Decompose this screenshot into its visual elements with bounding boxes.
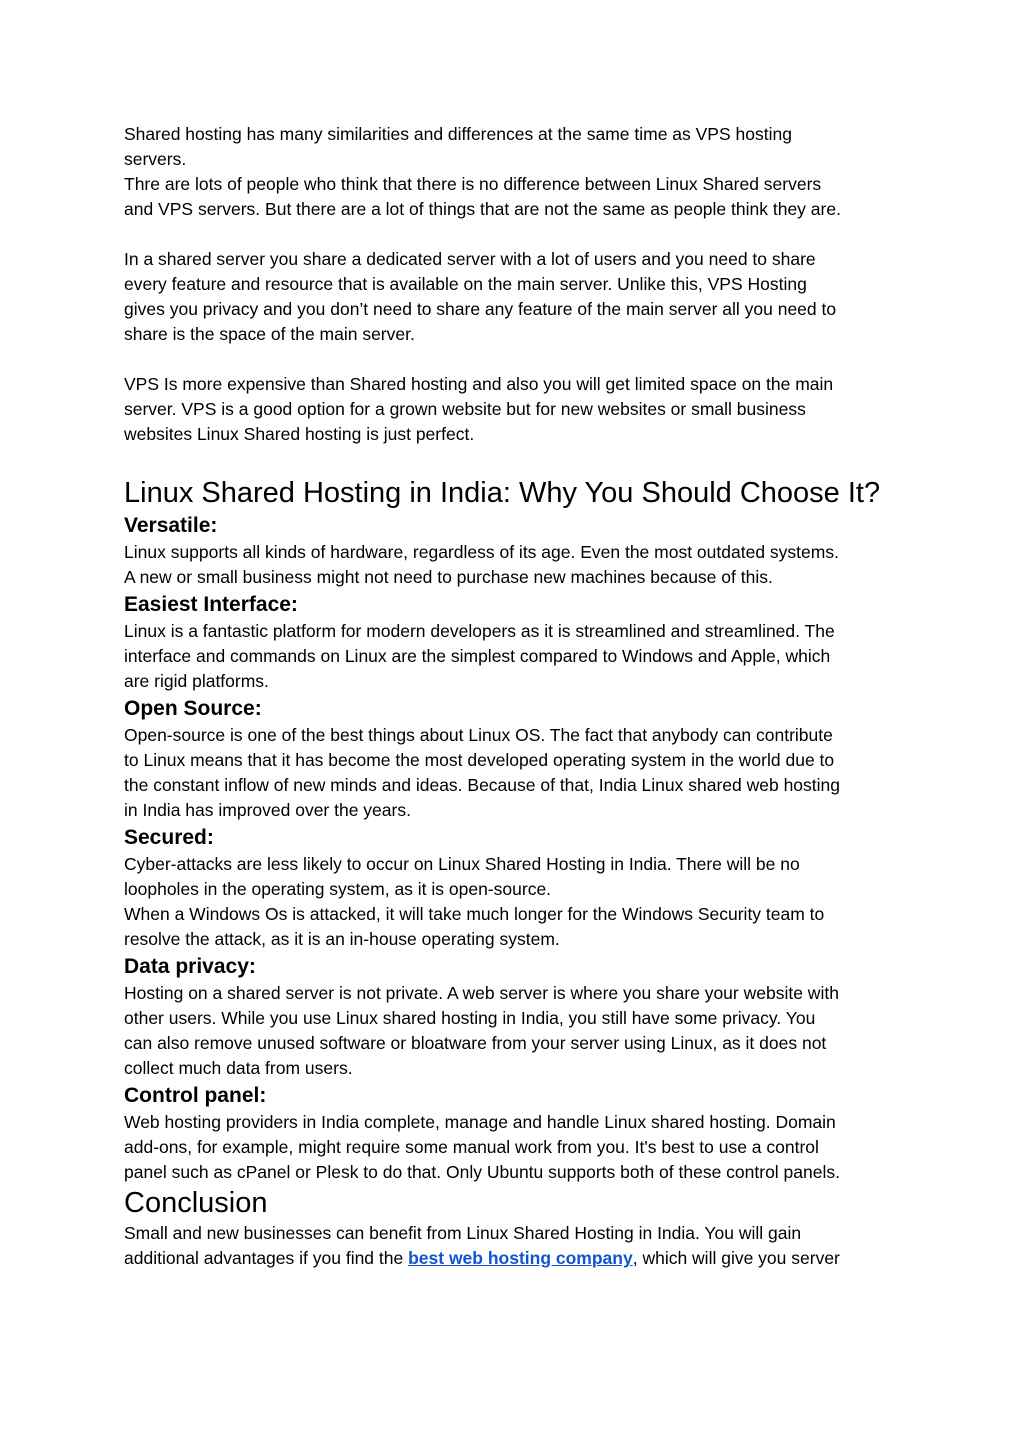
section-body-versatile (124, 540, 914, 590)
text-line: are rigid platforms. (124, 671, 269, 691)
text-line: Small and new businesses can benefit from Linux Shared Hosting in India. You will gain (124, 1223, 802, 1243)
text-line: add-ons, for example, might require some manual work from you. It's best to use a control (124, 1137, 819, 1157)
text-line: servers. (124, 149, 187, 169)
text-line: other users. While you use Linux shared hosting in India, you still have some privacy. You (124, 1008, 816, 1028)
text-line: to Linux means that it has become the most developed operating system in the world due to (124, 750, 835, 770)
text-line: Linux supports all kinds of hardware, regardless of its age. Even the most outdated systems. (124, 542, 839, 562)
section-body-control-panel (124, 1110, 914, 1185)
text-line: can also remove unused software or bloatware from your server using Linux, as it does not (124, 1033, 827, 1053)
section-body-easiest-interface (124, 619, 914, 694)
text-line: interface and commands on Linux are the simplest compared to Windows and Apple, which (124, 646, 831, 666)
document-body (124, 122, 914, 1271)
text-line: loopholes in the operating system, as it is open-source. (124, 879, 552, 899)
text-line: Thre are lots of people who think that there is no difference between Linux Shared servers (124, 174, 822, 194)
main-heading: Linux Shared Hosting in India: Why You Should Choose It? (124, 477, 881, 509)
text-line: Cyber-attacks are less likely to occur on Linux Shared Hosting in India. There will be no (124, 854, 800, 874)
paragraph-spacer (124, 347, 914, 372)
intro-paragraph-3 (124, 372, 914, 447)
conclusion-text-after-link: , which will give you server (632, 1248, 840, 1268)
section-heading-versatile: Versatile: (124, 514, 218, 537)
section-body-secured (124, 852, 914, 952)
text-line: Open-source is one of the best things about Linux OS. The fact that anybody can contribute (124, 725, 833, 745)
text-line: Web hosting providers in India complete, manage and handle Linux shared hosting. Domain (124, 1112, 836, 1132)
text-line: collect much data from users. (124, 1058, 353, 1078)
text-line: and VPS servers. But there are a lot of things that are not the same as people think they are. (124, 199, 841, 219)
section-heading-easiest-interface: Easiest Interface: (124, 593, 298, 616)
text-line: server. VPS is a good option for a grown website but for new websites or small business (124, 399, 806, 419)
text-line: resolve the attack, as it is an in-house operating system. (124, 929, 560, 949)
text-line: websites Linux Shared hosting is just perfect. (124, 424, 475, 444)
text-line: share is the space of the main server. (124, 324, 415, 344)
conclusion-text-before-link: additional advantages if you find the (124, 1248, 409, 1268)
section-heading-open-source: Open Source: (124, 697, 262, 720)
paragraph-spacer (124, 222, 914, 247)
text-line: When a Windows Os is attacked, it will take much longer for the Windows Security team to (124, 904, 825, 924)
intro-paragraph-2 (124, 247, 914, 347)
conclusion-heading: Conclusion (124, 1187, 268, 1219)
text-line: Hosting on a shared server is not private. A web server is where you share your website with (124, 983, 839, 1003)
section-body-open-source (124, 723, 914, 823)
section-body-data-privacy (124, 981, 914, 1081)
text-line (124, 1246, 914, 1271)
text-line: panel such as cPanel or Plesk to do that. Only Ubuntu supports both of these control panels. (124, 1162, 840, 1182)
text-line: gives you privacy and you don’t need to share any feature of the main server all you need to (124, 299, 837, 319)
text-line: A new or small business might not need to purchase new machines because of this. (124, 567, 773, 587)
text-line: Shared hosting has many similarities and differences at the same time as VPS hosting (124, 124, 792, 144)
text-line: Linux is a fantastic platform for modern developers as it is streamlined and streamlined. The (124, 621, 835, 641)
section-heading-secured: Secured: (124, 826, 214, 849)
best-web-hosting-company-link[interactable]: best web hosting company (408, 1248, 633, 1268)
section-heading-data-privacy: Data privacy: (124, 955, 256, 978)
text-line: VPS Is more expensive than Shared hosting and also you will get limited space on the main (124, 374, 834, 394)
section-heading-control-panel: Control panel: (124, 1084, 267, 1107)
text-line: In a shared server you share a dedicated server with a lot of users and you need to share (124, 249, 816, 269)
conclusion-body (124, 1221, 914, 1271)
text-line: in India has improved over the years. (124, 800, 411, 820)
text-line: every feature and resource that is available on the main server. Unlike this, VPS Hosting (124, 274, 807, 294)
text-line: the constant inflow of new minds and ideas. Because of that, India Linux shared web hosting (124, 775, 841, 795)
intro-paragraph-1 (124, 122, 914, 222)
